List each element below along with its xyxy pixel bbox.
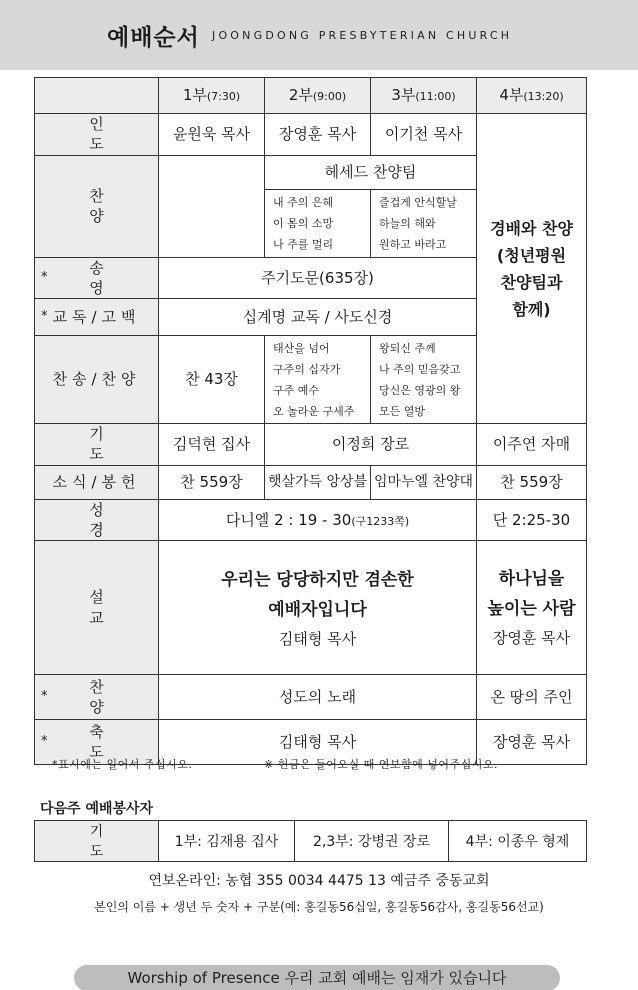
note-stand: *표시에는 일어서 주십시오. [52,758,193,771]
prayer-s1: 김덕현 집사 [159,424,265,466]
praise-s3-songs: 즐겁게 안식할날 하늘의 해와 원하고 바라고 [371,189,477,257]
footer-banner: Worship of Presence 우리 교회 예배는 임재가 있습니다 [74,965,560,990]
label-scripture: 성 경 [35,499,159,541]
closing-hymn-s4: 온 땅의 주인 [477,675,587,720]
label-news-offering: 소식/봉헌 [35,465,159,499]
label-confession: * 교독/고백 [35,299,159,336]
page-title: 예배순서 [107,25,200,51]
online-offering-account: 연보온라인: 농협 355 0034 4475 13 예금주 중동교회 [148,873,490,889]
prayer-s23: 이정희 장로 [265,424,477,466]
label-praise: 찬 양 [35,155,159,257]
scripture-main: 다니엘 2 : 19 - 30(구1233쪽) [159,499,477,541]
news-s4: 찬 559장 [477,465,587,499]
doxology-value: 주기도문(635장) [159,257,477,299]
row-news-offering [35,465,587,499]
hymn-praise-s2-songs: 태산을 넘어 구주의 십자가 구주 예수 오 놀라운 구세주 [265,336,371,424]
scripture-s4: 단 2:25-30 [477,499,587,541]
label-benediction: * 축 도 [35,720,159,765]
benediction-s4: 장영훈 목사 [477,720,587,765]
label-closing-hymn: * 찬 양 [35,675,159,720]
invocation-s3: 이기천 목사 [371,114,477,156]
hymn-praise-s3-songs: 왕되신 주께 나 주의 믿음갖고 당신은 영광의 왕 모든 열방 [371,336,477,424]
page-header [0,0,638,70]
label-sermon: 설 교 [35,541,159,675]
next-week-row [35,821,587,862]
news-s1: 찬 559장 [159,465,265,499]
label-hymn-praise: 찬송/찬양 [35,336,159,424]
row-closing-hymn [35,675,587,720]
closing-hymn-main: 성도의 노래 [159,675,477,720]
service-1-header: 1부(7:30) [159,78,265,114]
row-invocation [35,114,587,156]
prayer-s4: 이주연 자매 [477,424,587,466]
row-sermon [35,541,587,675]
header-corner [35,78,159,114]
praise-s2-songs: 내 주의 은혜 이 몸의 소망 나 주를 멀리 [265,189,371,257]
worship-order-table [34,77,587,765]
row-scripture [35,499,587,541]
label-prayer: 기 도 [35,424,159,466]
service-4-header: 4부(13:20) [477,78,587,114]
next-week-s23: 2,3부: 강병권 장로 [295,821,449,862]
news-s2: 햇살가득 앙상블 [265,465,371,499]
service-2-header: 2부(9:00) [265,78,371,114]
next-week-s4: 4부: 이종우 형제 [449,821,587,862]
benediction-main: 김태형 목사 [159,720,477,765]
next-week-table [34,820,587,862]
label-doxology: * 송 영 [35,257,159,299]
label-invocation: 인 도 [35,114,159,156]
service-3-header: 3부(11:00) [371,78,477,114]
service-4-praise-block: 경배와 찬양 (청년평원 찬양팀과 함께) [477,114,587,424]
hymn-praise-s1: 찬 43장 [159,336,265,424]
invocation-s2: 장영훈 목사 [265,114,371,156]
invocation-s1: 윤원욱 목사 [159,114,265,156]
service-header-row [35,78,587,114]
next-week-label: 기 도 [35,821,159,862]
note-offering: ※ 헌금은 들어오실 때 연보함에 넣어주십시오. [264,758,498,771]
news-s3: 임마누엘 찬양대 [371,465,477,499]
sermon-s4: 하나님을 높이는 사람 장영훈 목사 [477,541,587,675]
row-prayer [35,424,587,466]
praise-team: 헤세드 찬양팀 [265,155,477,189]
next-week-title: 다음주 예배봉사자 [40,801,154,817]
sermon-main: 우리는 당당하지만 겸손한 예배자입니다 김태형 목사 [159,541,477,675]
next-week-s1: 1부: 김재용 집사 [159,821,295,862]
online-offering-instructions: 본인의 이름 + 생년 두 숫자 + 구분(예: 홍길동56십일, 홍길동56감사, 홍길동56선교) [94,900,544,914]
confession-value: 십계명 교독 / 사도신경 [159,299,477,336]
church-name: JOONGDONG PRESBYTERIAN CHURCH [212,29,513,42]
